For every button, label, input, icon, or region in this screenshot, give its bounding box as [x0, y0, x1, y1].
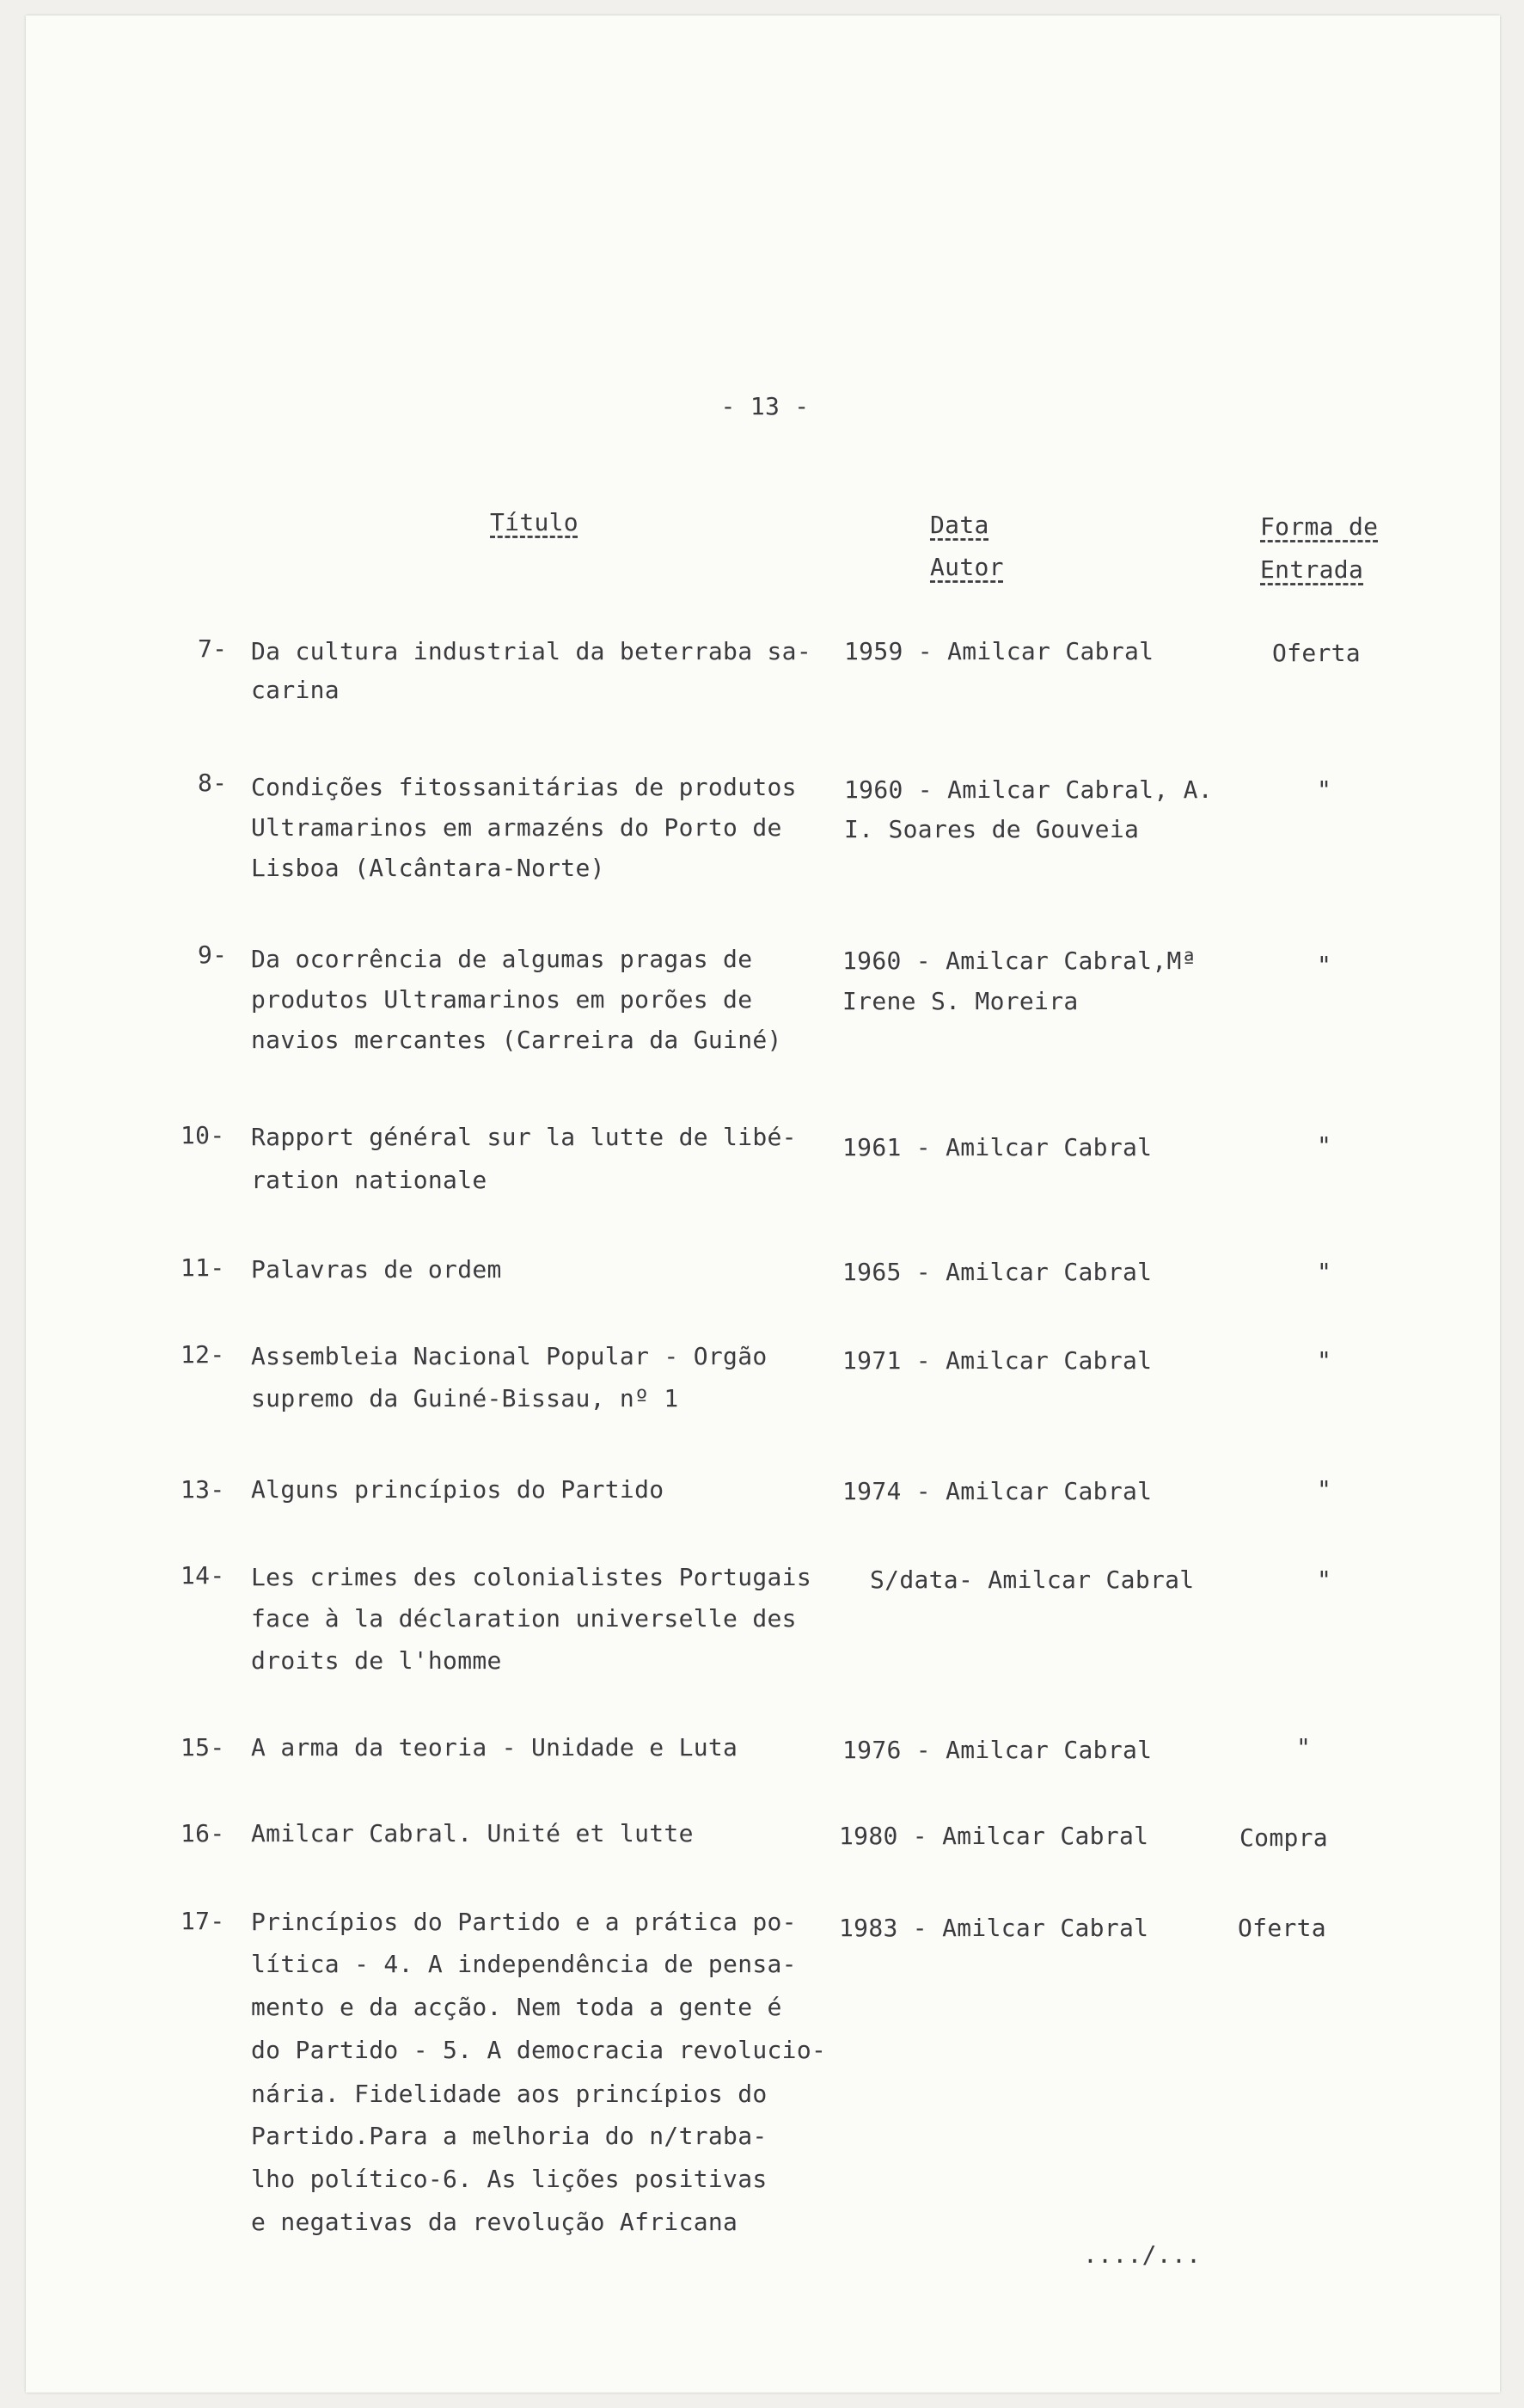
entry-number: 11- [181, 1253, 225, 1282]
entry-date-author: 1983 - Amilcar Cabral [839, 1914, 1149, 1942]
entry-title-line: Da cultura industrial da beterraba sa- [251, 637, 811, 665]
entry-title-line: carina [251, 676, 340, 704]
entry-forma: " [1317, 1131, 1332, 1160]
header-entrada: Entrada [1260, 555, 1364, 584]
entry-forma: " [1317, 951, 1332, 979]
entry-number: 7- [198, 634, 228, 663]
header-data: Data [930, 511, 989, 539]
entry-number: 10- [181, 1121, 225, 1149]
header-titulo: Título [490, 508, 578, 536]
entry-title-line: navios mercantes (Carreira da Guiné) [251, 1026, 782, 1054]
entry-title-line: face à la déclaration universelle des [251, 1604, 797, 1633]
entry-date-author: 1971 - Amilcar Cabral [842, 1346, 1153, 1375]
entry-title-line: Partido.Para a melhoria do n/traba- [251, 2122, 768, 2150]
entry-number: 13- [181, 1475, 225, 1504]
entry-forma: " [1296, 1733, 1312, 1762]
entry-number: 15- [181, 1733, 225, 1762]
entry-title-line: lítica - 4. A independência de pensa- [251, 1950, 797, 1978]
entry-title-line: produtos Ultramarinos em porões de [251, 985, 753, 1014]
entry-forma: " [1317, 775, 1332, 804]
page-number: - 13 - [720, 392, 810, 420]
entry-date-author: 1965 - Amilcar Cabral [842, 1258, 1153, 1286]
entry-date-author: 1960 - Amilcar Cabral, A. [844, 775, 1213, 804]
entry-title-line: Lisboa (Alcântara-Norte) [251, 854, 605, 882]
entry-number: 14- [181, 1561, 225, 1590]
entry-forma: Compra [1239, 1823, 1328, 1852]
entry-date-author: 1961 - Amilcar Cabral [842, 1133, 1153, 1161]
entry-title-line: nária. Fidelidade aos princípios do [251, 2080, 768, 2108]
entry-title-line: Palavras de ordem [251, 1255, 502, 1284]
entry-title-line: Condições fitossanitárias de produtos [251, 773, 797, 801]
entry-title-line: Assembleia Nacional Popular - Orgão [251, 1342, 768, 1370]
entry-title-line: lho político-6. As lições positivas [251, 2165, 768, 2193]
header-autor: Autor [930, 553, 1004, 581]
entry-date-author: I. Soares de Gouveia [844, 815, 1140, 843]
entry-title-line: do Partido - 5. A democracia revolucio- [251, 2036, 827, 2064]
entry-number: 8- [198, 769, 228, 797]
entry-date-author: 1959 - Amilcar Cabral [844, 637, 1154, 665]
entry-title-line: droits de l'homme [251, 1646, 502, 1675]
entry-number: 16- [181, 1819, 225, 1847]
entry-title-line: Princípios do Partido e a prática po- [251, 1908, 797, 1936]
entry-title-line: Ultramarinos em armazéns do Porto de [251, 813, 782, 842]
entry-forma: " [1317, 1566, 1332, 1594]
entry-forma: " [1317, 1258, 1332, 1286]
entry-forma: Oferta [1272, 639, 1361, 667]
entry-forma: " [1317, 1475, 1332, 1504]
document-page [26, 15, 1500, 2393]
entry-date-author: Irene S. Moreira [842, 987, 1079, 1015]
entry-date-author: 1974 - Amilcar Cabral [842, 1477, 1153, 1505]
entry-date-author: 1980 - Amilcar Cabral [839, 1822, 1149, 1850]
entry-title-line: A arma da teoria - Unidade e Luta [251, 1733, 738, 1762]
entry-title-line: Rapport général sur la lutte de libé- [251, 1123, 797, 1151]
entry-title-line: ration nationale [251, 1166, 487, 1194]
entry-title-line: mento e da acção. Nem toda a gente é [251, 1993, 782, 2021]
entry-date-author: 1960 - Amilcar Cabral,Mª [842, 947, 1197, 975]
entry-title-line: supremo da Guiné-Bissau, nº 1 [251, 1384, 679, 1412]
entry-title-line: Da ocorrência de algumas pragas de [251, 945, 753, 973]
entry-number: 17- [181, 1907, 225, 1935]
entry-forma: " [1317, 1346, 1332, 1375]
continuation-mark: ..../... [1083, 2240, 1202, 2269]
entry-date-author: 1976 - Amilcar Cabral [842, 1736, 1153, 1764]
entry-title-line: e negativas da revolução Africana [251, 2208, 738, 2236]
entry-title-line: Amilcar Cabral. Unité et lutte [251, 1819, 694, 1847]
entry-forma: Oferta [1238, 1914, 1326, 1942]
entry-number: 9- [198, 941, 228, 969]
entry-number: 12- [181, 1340, 225, 1369]
header-forma: Forma de [1260, 512, 1379, 541]
entry-title-line: Les crimes des colonialistes Portugais [251, 1563, 811, 1591]
entry-title-line: Alguns princípios do Partido [251, 1475, 664, 1504]
entry-date-author: S/data- Amilcar Cabral [870, 1566, 1195, 1594]
